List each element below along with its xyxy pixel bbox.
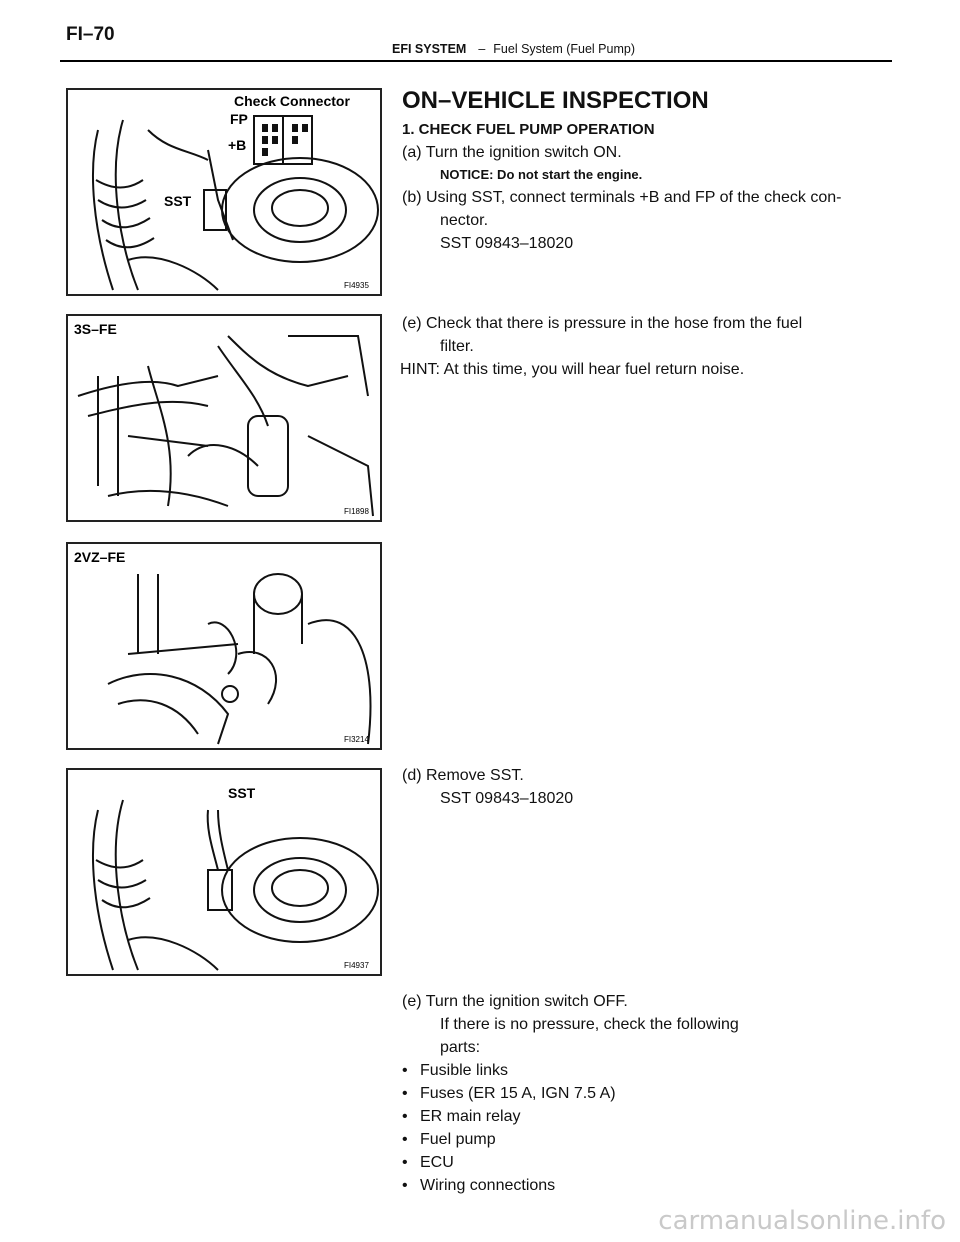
header-separator: –: [478, 42, 486, 56]
step-b: (b) Using SST, connect terminals +B and FP of the check con-: [402, 189, 842, 206]
figure-2vz-fe: [66, 542, 382, 750]
step-heading: 1. CHECK FUEL PUMP OPERATION: [402, 121, 655, 138]
label-fp: FP: [230, 111, 248, 127]
figure-code: FI1898: [344, 507, 369, 516]
watermark: carmanualsonline.info: [658, 1206, 946, 1236]
step-b-cont: nector.: [440, 212, 489, 229]
ignition-off-step: [402, 990, 892, 1197]
label-sst: SST: [164, 193, 192, 209]
step-c: (e) Check that there is pressure in the hose from the fuel: [402, 315, 803, 332]
engine-2vz-fe-illustration: [68, 544, 380, 748]
list-item: • Fuses (ER 15 A, IGN 7.5 A): [402, 1082, 892, 1105]
parts-list: [402, 1059, 892, 1197]
step-e: (e) Turn the ignition switch OFF.: [402, 993, 628, 1010]
list-item: • Fusible links: [402, 1059, 892, 1082]
list-item: • Fuel pump: [402, 1128, 892, 1151]
label-plus-b: +B: [228, 137, 247, 153]
figure-3s-fe: [66, 314, 382, 522]
step-b-sst: SST 09843–18020: [440, 235, 574, 252]
figure-code: FI4935: [344, 281, 369, 290]
list-item: • ECU: [402, 1151, 892, 1174]
figure-remove-sst: [66, 768, 382, 976]
subsection-title: Fuel System (Fuel Pump): [493, 42, 635, 56]
step-d-sst: SST 09843–18020: [440, 790, 574, 807]
inspection-intro: [402, 86, 892, 255]
step-c-cont: filter.: [440, 338, 474, 355]
section-title: EFI SYSTEM: [392, 42, 467, 56]
step-e-cont: If there is no pressure, check the following: [440, 1016, 739, 1033]
pressure-check: [402, 312, 892, 381]
notice: NOTICE: Do not start the engine.: [440, 167, 643, 182]
list-item: • ER main relay: [402, 1105, 892, 1128]
label-check-connector: Check Connector: [234, 93, 350, 109]
page-title: ON–VEHICLE INSPECTION: [402, 87, 709, 114]
figure-code: FI3214: [344, 735, 369, 744]
engine-3s-fe-illustration: [68, 316, 380, 520]
remove-sst-step: [402, 764, 892, 810]
header-rule: [60, 60, 892, 62]
check-connector-illustration: [68, 90, 380, 294]
hint: HINT: At this time, you will hear fuel return noise.: [400, 361, 745, 378]
remove-sst-illustration: [68, 770, 380, 974]
figure-check-connector: [66, 88, 382, 296]
list-item: • Wiring connections: [402, 1174, 892, 1197]
label-sst: SST: [228, 785, 256, 801]
engine-label: 3S–FE: [74, 321, 117, 337]
engine-label: 2VZ–FE: [74, 549, 126, 565]
figure-code: FI4937: [344, 961, 369, 970]
step-e-cont2: parts:: [440, 1039, 481, 1056]
step-a: (a) Turn the ignition switch ON.: [402, 144, 622, 161]
page-number: FI–70: [66, 24, 115, 45]
step-d: (d) Remove SST.: [402, 767, 524, 784]
header-section: [392, 42, 635, 56]
